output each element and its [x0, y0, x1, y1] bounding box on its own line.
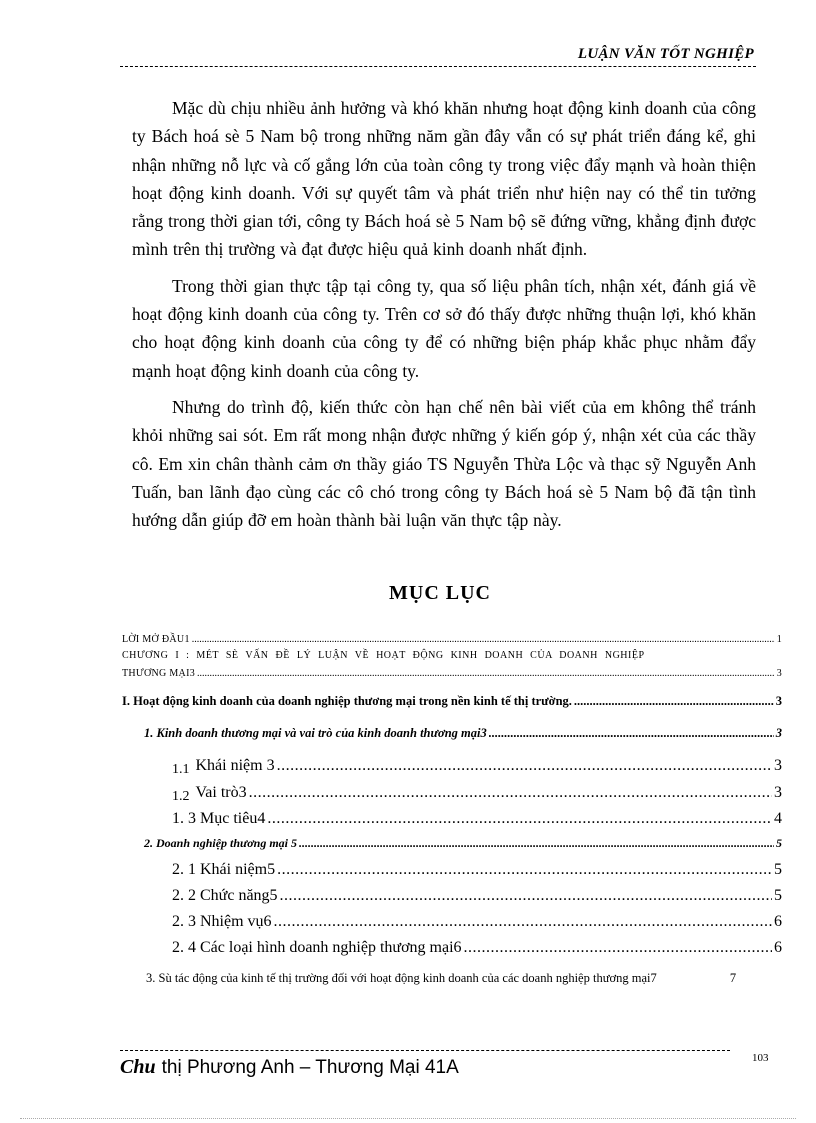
- toc-heading: MỤC LỤC: [389, 582, 491, 604]
- footer-author-name: thị Phương Anh – Thương Mại 41A: [161, 1057, 459, 1078]
- toc-entry-page: 3: [775, 694, 782, 708]
- toc-leader-dots: [274, 913, 772, 931]
- toc-entry-page: 6: [774, 939, 782, 956]
- toc-entry-subsection-2[interactable]: [144, 836, 782, 851]
- toc-entry-page: 4: [774, 810, 782, 827]
- toc-entry-label: LỜI MỞ ĐẦU1: [122, 634, 190, 645]
- toc-entry-subsection-1[interactable]: [144, 726, 782, 741]
- toc-entry-2-2[interactable]: [172, 887, 782, 905]
- toc-leader-dots: [280, 887, 772, 905]
- toc-entry-chapter-1[interactable]: [122, 650, 782, 661]
- toc-entry-page: 5: [774, 887, 782, 904]
- toc-leader-dots: [192, 634, 775, 645]
- toc-entry-page: 1: [776, 634, 782, 645]
- toc-entry-label: Vai trò3: [195, 784, 247, 801]
- header-rule: [120, 66, 756, 67]
- toc-leader-dots: [299, 836, 774, 851]
- toc-entry-label: 2. 3 Nhiệm vụ6: [172, 913, 272, 930]
- toc-entry-chapter-1-cont[interactable]: [122, 668, 782, 679]
- toc-entry-2-3[interactable]: [172, 913, 782, 931]
- toc-leader-dots: [267, 810, 772, 828]
- toc-entry-label: I. Hoạt động kinh doanh của doanh nghiệp thương mại trong nền kinh tế thị trường.: [122, 694, 572, 708]
- toc-entry-label: 2. Doanh nghiệp thương mại 5: [144, 836, 297, 850]
- toc-leader-dots: [574, 694, 774, 709]
- toc-leader-dots: [489, 726, 774, 741]
- toc-entry-label: 2. 4 Các loại hình doanh nghiệp thương mại6: [172, 939, 462, 956]
- paragraph-1: Mặc dù chịu nhiều ảnh hưởng và khó khăn nhưng hoạt động kinh doanh của công ty Bách hoá sè 5 Nam bộ trong những năm gần đây vẫn có sự phát triển đáng kể, ghi nhận những nỗ lực và cố gắng lớn của toàn công ty trong việc đẩy mạnh và hoàn thiện hoạt động kinh doanh. Với sự quyết tâm và phát triển như hiện nay có thể tin tưởng rằng trong thời gian tới, công ty Bách hoá sè 5 Nam bộ sẽ đứng vững, khẳng định được mình trên thị trường và đạt được hiệu quả kinh doanh nhất định.: [132, 98, 756, 260]
- footer-page-number: 103: [752, 1052, 769, 1064]
- toc-entry-label: 2. 2 Chức năng5: [172, 887, 278, 904]
- toc-entry-2-1[interactable]: [172, 861, 782, 879]
- toc-entry-label: 3. Sù tác động của kinh tế thị trường đối với hoạt động kinh doanh của các doanh nghiệp thương mại7: [146, 971, 657, 985]
- paragraph-3: Nhưng do trình độ, kiến thức còn hạn chế nên bài viết của em không thể tránh khỏi những sai sót. Em rất mong nhận được những ý kiến góp ý, nhận xét của các thầy cô. Em xin chân thành cảm ơn thầy giáo TS Nguyễn Thừa Lộc và thạc sỹ Nguyễn Anh Tuấn, ban lãnh đạo cùng các cô chó trong công ty Bách hoá sè 5 Nam bộ đã tận tình hướng dẫn giúp đỡ em hoàn thành bài luận văn thực tập này.: [132, 396, 756, 531]
- toc-entry-section-1[interactable]: [122, 694, 782, 709]
- toc-entry-intro[interactable]: [122, 634, 782, 645]
- toc-entry-label: 1. Kinh doanh thương mại và vai trò của kinh doanh thương mại3: [144, 726, 487, 740]
- toc-entry-page: 5: [776, 836, 782, 850]
- toc-entry-subsection-3[interactable]: [146, 967, 742, 989]
- paragraph-2: Trong thời gian thực tập tại công ty, qua số liệu phân tích, nhận xét, đánh giá về hoạt động kinh doanh của công ty. Trên cơ sở đó thấy được những thuận lợi, khó khăn cho hoạt động kinh doanh của công ty để có những biện pháp khắc phục nhằm đẩy mạnh hoạt động kinh doanh của công ty.: [132, 275, 756, 381]
- footer-rule: [120, 1050, 730, 1051]
- footer-author-script: Chu: [120, 1056, 156, 1078]
- toc-entry-page: 5: [774, 861, 782, 878]
- toc-entry-1-2[interactable]: [172, 784, 782, 802]
- toc-entry-label: 2. 1 Khái niệm5: [172, 861, 276, 878]
- toc-entry-page: 6: [774, 913, 782, 930]
- toc-entry-label: 1. 3 Mục tiêu4: [172, 810, 266, 827]
- toc-entry-number: 1.1: [172, 762, 190, 777]
- toc-entry-label: CHƯƠNG I : MÉT SÈ VẤN ĐỀ LÝ LUẬN VỀ HOẠT ĐỘNG KINH DOANH CỦA DOANH NGHIỆP: [122, 650, 645, 661]
- toc-entry-label: THƯƠNG MẠI3: [122, 668, 195, 679]
- toc-leader-dots: [197, 668, 775, 679]
- toc-entry-page: 3: [774, 757, 782, 774]
- toc-entry-number: 1.2: [172, 789, 190, 804]
- header-title: LUẬN VĂN TỐT NGHIỆP: [577, 46, 754, 62]
- toc-entry-page: 3: [775, 726, 782, 740]
- toc-leader-dots: [277, 861, 772, 879]
- toc-entry-1-3[interactable]: [172, 810, 782, 828]
- body-text: [132, 94, 756, 542]
- toc-entry-label: Khái niệm 3: [195, 757, 275, 774]
- toc-leader-dots: [464, 939, 772, 957]
- toc-entry-2-4[interactable]: [172, 939, 782, 957]
- toc-entry-page: 7: [729, 971, 737, 985]
- footer-dotted-border: [20, 1118, 796, 1119]
- toc-entry-1-1[interactable]: [172, 757, 782, 775]
- toc-leader-dots: [249, 784, 772, 802]
- toc-entry-page: 3: [774, 784, 782, 801]
- toc-leader-dots: [277, 757, 772, 775]
- footer-author: [120, 1056, 459, 1079]
- toc-entry-page: 3: [776, 668, 782, 679]
